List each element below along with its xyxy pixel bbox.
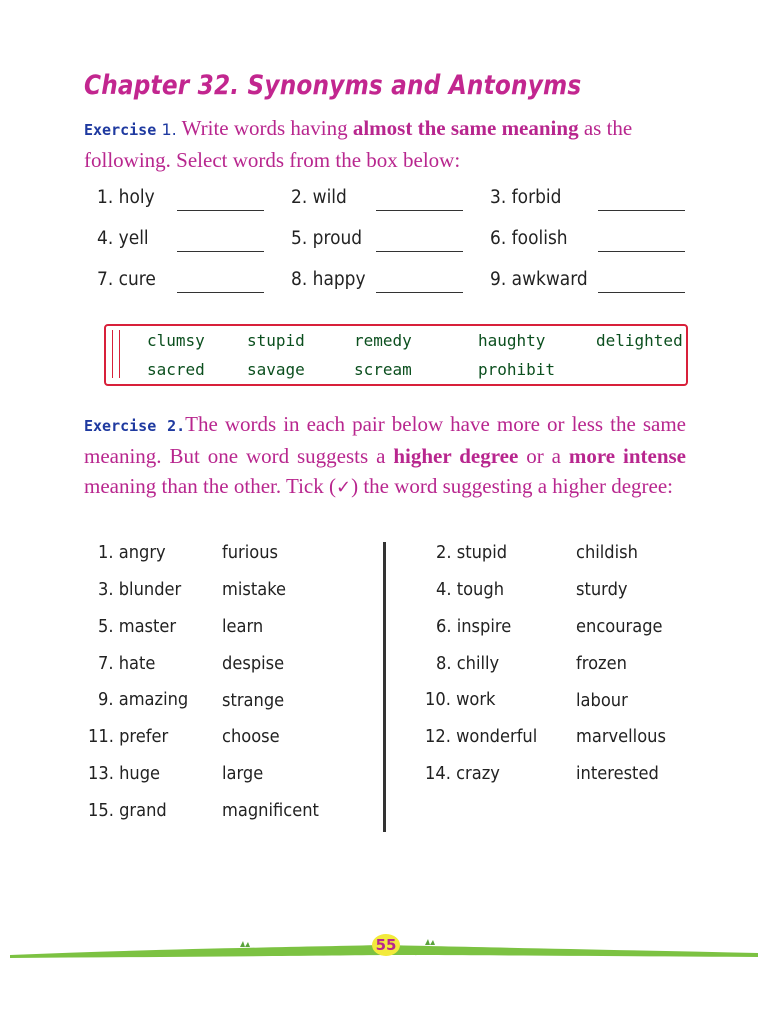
pair-word[interactable]: marvellous [576,727,666,747]
exercise-2-instructions [84,409,686,503]
box-word: remedy [354,331,412,350]
fill-item: 2. wild [291,187,347,208]
answer-blank[interactable] [376,292,463,293]
pair-number: 15. grand [88,801,167,821]
pair-word[interactable]: magnificent [222,801,319,821]
pair-word[interactable]: childish [576,543,638,563]
exercise-1-label: Exercise [84,121,157,139]
answer-blank[interactable] [598,210,685,211]
pair-number: 10. work [425,690,496,710]
page-number: 55 [375,936,397,954]
fill-item: 9. awkward [490,269,588,290]
fill-item: 3. forbid [490,187,562,208]
tick-icon: ✓ [335,477,352,498]
chapter-title: Chapter 32. Synonyms and Antonyms [84,70,582,101]
exercise-2-emphasis-1: higher degree [393,444,519,468]
fill-item: 5. proud [291,228,363,249]
pair-word[interactable]: despise [222,654,285,674]
pair-word[interactable]: frozen [576,654,627,674]
fill-item: 1. holy [97,187,155,208]
pair-word[interactable]: encourage [576,617,663,637]
pair-word[interactable]: strange [222,691,285,711]
answer-blank[interactable] [376,251,463,252]
box-word: sacred [147,360,205,379]
exercise-2-text-2: or a [518,444,569,468]
pair-word[interactable]: choose [222,727,280,747]
pair-word[interactable]: mistake [222,580,287,600]
box-word: stupid [247,331,305,350]
grass-tuft-right [425,939,435,945]
answer-blank[interactable] [177,210,264,211]
grass-tuft-left [240,941,250,947]
exercise-1-text-after: as the following. Select words from the box below: [84,116,633,172]
exercise-2-text-1: The words in each pair below have more or less the same meaning. But one word suggests a [84,412,686,468]
pair-number: 1. angry [98,543,166,563]
pair-word[interactable]: furious [222,543,279,563]
fill-item: 6. foolish [490,228,568,249]
exercise-2-text-3: meaning than the other. Tick ( [84,474,336,498]
answer-blank[interactable] [177,251,264,252]
box-word: scream [354,360,412,379]
column-divider [383,542,386,832]
pair-word[interactable]: interested [576,764,659,784]
answer-blank[interactable] [598,251,685,252]
box-word: haughty [478,331,546,350]
box-word: clumsy [147,331,205,350]
box-word: savage [247,360,305,379]
pair-number: 3. blunder [98,580,182,600]
answer-blank[interactable] [376,210,463,211]
answer-blank[interactable] [598,292,685,293]
box-word: prohibit [478,360,556,379]
exercise-2-label: Exercise 2. [84,417,186,435]
exercise-2-emphasis-2: more intense [568,444,686,468]
exercise-1-text-before: Write words having [181,116,353,140]
exercise-1-emphasis: almost the same meaning [352,116,579,140]
box-word: delighted [596,331,683,350]
pair-word[interactable]: large [222,764,264,784]
grass-footer [0,925,768,985]
exercise-1-instructions [84,113,686,175]
pair-number: 13. huge [88,764,161,784]
pair-number: 12. wonderful [425,727,538,747]
pair-word[interactable]: labour [576,691,628,711]
pair-number: 14. crazy [425,764,500,784]
pair-number: 5. master [98,617,177,637]
pair-number: 6. inspire [436,617,512,637]
pair-number: 7. hate [98,654,156,674]
pair-number: 4. tough [436,580,505,600]
pair-number: 11. prefer [88,727,169,747]
exercise-1-number: 1. [161,120,177,139]
pair-number: 9. amazing [98,690,189,710]
answer-blank[interactable] [177,292,264,293]
fill-item: 8. happy [291,269,366,290]
pair-word[interactable]: learn [222,617,264,637]
fill-item: 4. yell [97,228,149,249]
fill-item: 7. cure [97,269,156,290]
pair-number: 2. stupid [436,543,508,563]
pair-word[interactable]: sturdy [576,580,628,600]
pair-number: 8. chilly [436,654,500,674]
exercise-2-text-4: ) the word suggesting a higher degree: [351,474,673,498]
word-box [104,324,688,386]
word-box-margin-lines [112,330,120,378]
